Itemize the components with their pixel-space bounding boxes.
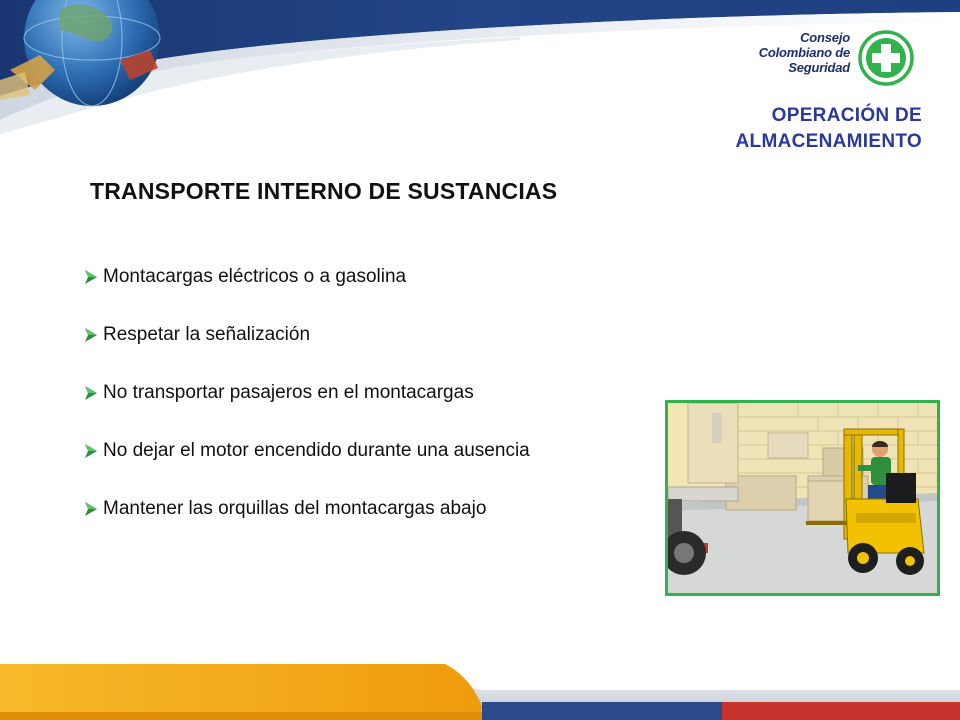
bullet-text: Respetar la señalización <box>103 324 311 345</box>
bullet-item <box>82 494 672 524</box>
bullet-text: Mantener las orquillas del montacargas abajo <box>103 498 487 519</box>
bullet-item <box>82 378 672 408</box>
bullet-item <box>82 320 672 350</box>
bullet-text: Montacargas eléctricos o a gasolina <box>103 266 407 287</box>
green-arrow-bullet-icon <box>82 442 100 460</box>
logo-line-2: Colombiano de <box>758 45 850 60</box>
logo-line-1: Consejo <box>800 30 850 45</box>
logo-text <box>742 30 850 75</box>
green-arrow-bullet-icon <box>82 384 100 402</box>
bullet-item <box>82 436 672 466</box>
forklift-scene <box>668 403 937 593</box>
logo-line-3: Seguridad <box>788 60 850 75</box>
bullet-item <box>82 262 672 292</box>
bullet-text: No dejar el motor encendido durante una ausencia <box>103 440 530 461</box>
green-arrow-bullet-icon <box>82 326 100 344</box>
green-cross-icon <box>858 30 914 86</box>
green-arrow-bullet-icon <box>82 268 100 286</box>
bullet-list <box>82 262 672 552</box>
page-title: TRANSPORTE INTERNO DE SUSTANCIAS <box>90 178 558 204</box>
section-title <box>736 103 922 155</box>
forklift-operator-illustration <box>665 400 940 596</box>
green-arrow-bullet-icon <box>82 500 100 518</box>
footer-band <box>0 650 960 720</box>
bullet-text: No transportar pasajeros en el montacargas <box>103 382 474 403</box>
section-title-line-1: OPERACIÓN DE <box>771 105 922 126</box>
section-title-line-2: ALMACENAMIENTO <box>735 131 922 152</box>
